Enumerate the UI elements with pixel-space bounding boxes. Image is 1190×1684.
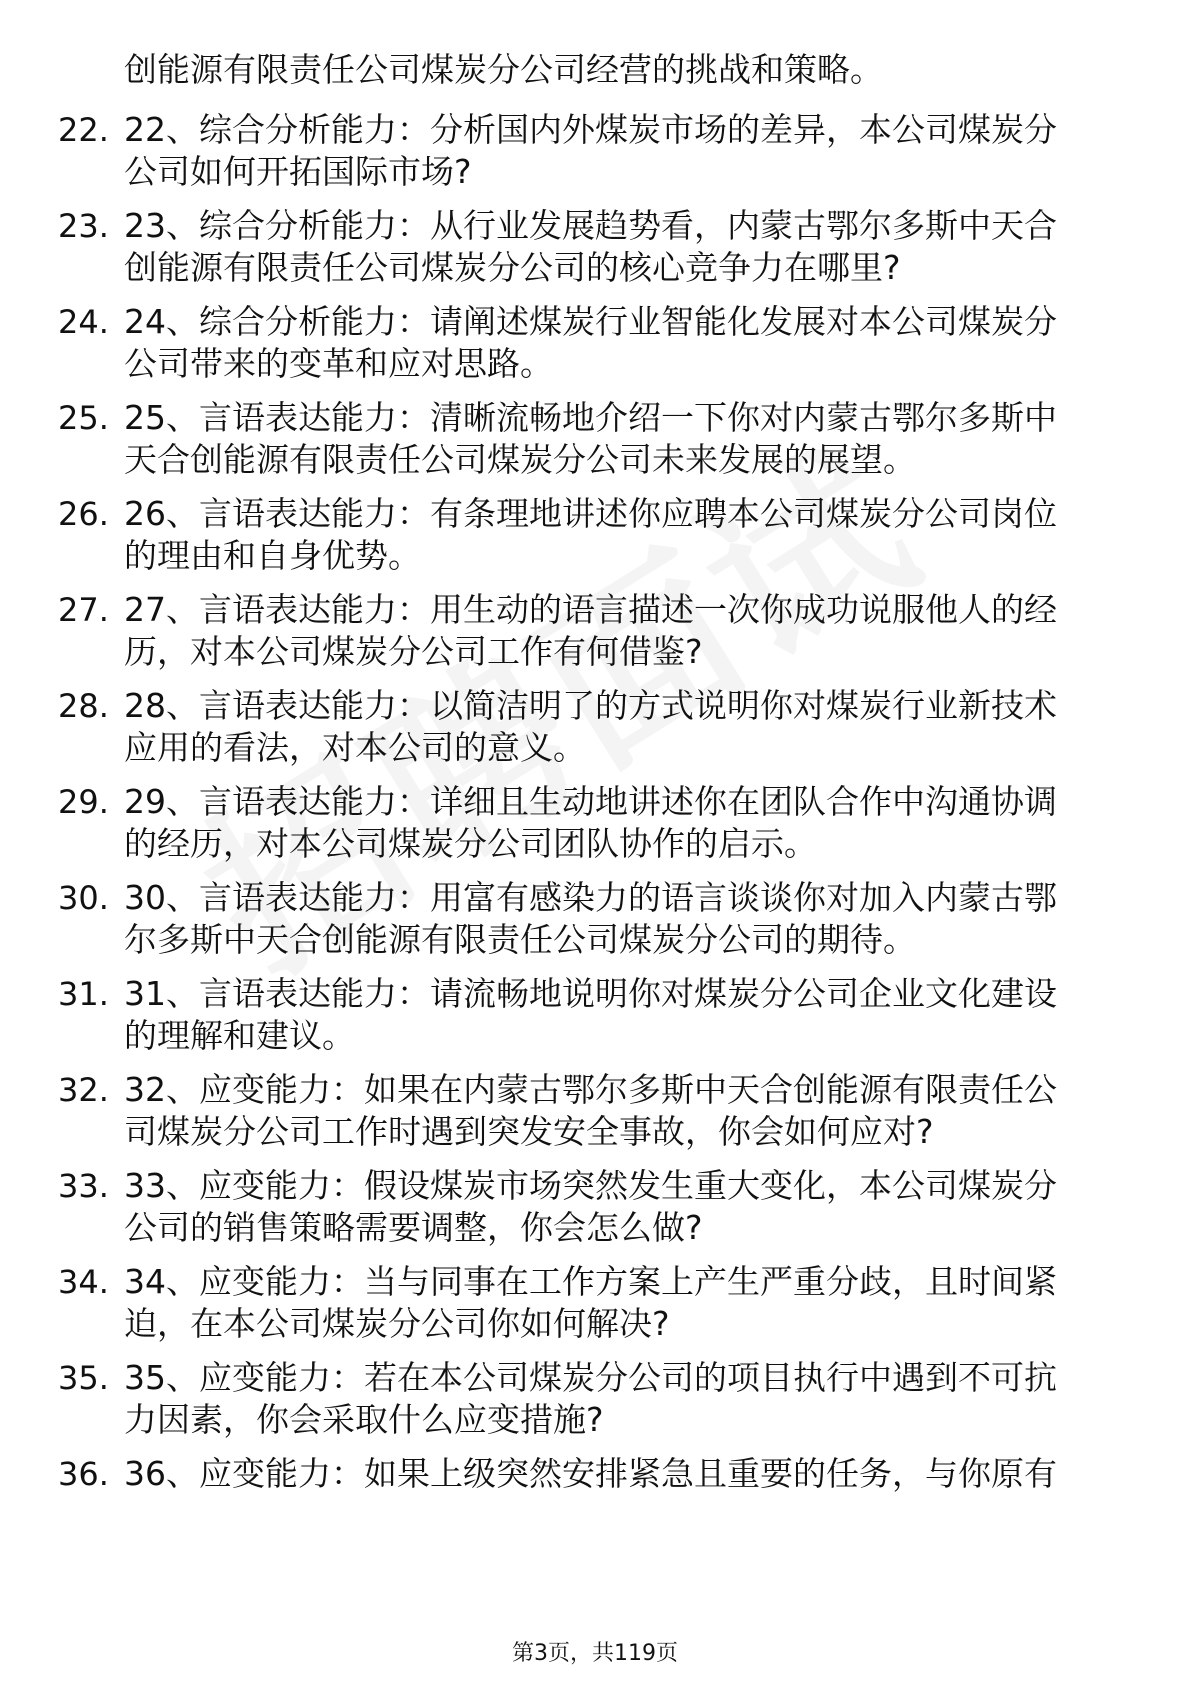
item-text-line: 33、应变能力：假设煤炭市场突然发生重大变化，本公司煤炭分 bbox=[124, 1166, 1057, 1205]
item-text-line: 公司如何开拓国际市场? bbox=[124, 152, 472, 191]
item-number: 30. bbox=[58, 879, 109, 917]
page-footer: 第3页，共119页 bbox=[512, 1641, 678, 1666]
item-number: 33. bbox=[58, 1167, 109, 1205]
item-text-line: 36、应变能力：如果上级突然安排紧急且重要的任务，与你原有 bbox=[124, 1454, 1057, 1493]
list-item bbox=[0, 1164, 1190, 1260]
item-text-line: 30、言语表达能力：用富有感染力的语言谈谈你对加入内蒙古鄂 bbox=[124, 878, 1057, 917]
item-number: 28. bbox=[58, 687, 109, 725]
list-item bbox=[0, 492, 1190, 588]
item-text-line: 司煤炭分公司工作时遇到突发安全事故，你会如何应对? bbox=[124, 1112, 934, 1151]
list-item bbox=[0, 1260, 1190, 1356]
item-text-line: 应用的看法，对本公司的意义。 bbox=[124, 728, 586, 767]
list-item bbox=[0, 1356, 1190, 1452]
item-text-line: 迫，在本公司煤炭分公司你如何解决? bbox=[124, 1304, 670, 1343]
list-item bbox=[0, 876, 1190, 972]
item-text-line: 的经历，对本公司煤炭分公司团队协作的启示。 bbox=[124, 824, 817, 863]
item-text-line: 24、综合分析能力：请阐述煤炭行业智能化发展对本公司煤炭分 bbox=[124, 302, 1057, 341]
item-number: 26. bbox=[58, 495, 109, 533]
item-text-line: 29、言语表达能力：详细且生动地讲述你在团队合作中沟通协调 bbox=[124, 782, 1057, 821]
item-text-line: 35、应变能力：若在本公司煤炭分公司的项目执行中遇到不可抗 bbox=[124, 1358, 1057, 1397]
item-number: 34. bbox=[58, 1263, 109, 1301]
list-item bbox=[0, 972, 1190, 1068]
item-number: 32. bbox=[58, 1071, 109, 1109]
item-number: 36. bbox=[58, 1455, 109, 1493]
list-item bbox=[0, 684, 1190, 780]
item-number: 35. bbox=[58, 1359, 109, 1397]
list-item bbox=[0, 588, 1190, 684]
list-item bbox=[0, 300, 1190, 396]
continuation-text: 创能源有限责任公司煤炭分公司经营的挑战和策略。 bbox=[124, 50, 883, 89]
item-number: 24. bbox=[58, 303, 109, 341]
question-list bbox=[0, 108, 1190, 1548]
item-text-line: 尔多斯中天合创能源有限责任公司煤炭分公司的期待。 bbox=[124, 920, 916, 959]
item-text-line: 天合创能源有限责任公司煤炭分公司未来发展的展望。 bbox=[124, 440, 916, 479]
item-text-line: 的理由和自身优势。 bbox=[124, 536, 421, 575]
item-text-line: 历，对本公司煤炭分公司工作有何借鉴? bbox=[124, 632, 703, 671]
item-number: 27. bbox=[58, 591, 109, 629]
item-text-line: 23、综合分析能力：从行业发展趋势看，内蒙古鄂尔多斯中天合 bbox=[124, 206, 1057, 245]
list-item bbox=[0, 1068, 1190, 1164]
list-item bbox=[0, 780, 1190, 876]
list-item bbox=[0, 108, 1190, 204]
item-text-line: 的理解和建议。 bbox=[124, 1016, 355, 1055]
item-text-line: 公司的销售策略需要调整，你会怎么做? bbox=[124, 1208, 703, 1247]
item-text-line: 31、言语表达能力：请流畅地说明你对煤炭分公司企业文化建设 bbox=[124, 974, 1057, 1013]
item-text-line: 公司带来的变革和应对思路。 bbox=[124, 344, 553, 383]
item-text-line: 32、应变能力：如果在内蒙古鄂尔多斯中天合创能源有限责任公 bbox=[124, 1070, 1057, 1109]
item-text-line: 34、应变能力：当与同事在工作方案上产生严重分歧，且时间紧 bbox=[124, 1262, 1057, 1301]
item-text-line: 27、言语表达能力：用生动的语言描述一次你成功说服他人的经 bbox=[124, 590, 1057, 629]
list-item bbox=[0, 1452, 1190, 1548]
list-item bbox=[0, 396, 1190, 492]
item-text-line: 创能源有限责任公司煤炭分公司的核心竞争力在哪里? bbox=[124, 248, 901, 287]
item-text-line: 25、言语表达能力：清晰流畅地介绍一下你对内蒙古鄂尔多斯中 bbox=[124, 398, 1057, 437]
item-number: 23. bbox=[58, 207, 109, 245]
item-number: 31. bbox=[58, 975, 109, 1013]
item-text-line: 力因素，你会采取什么应变措施? bbox=[124, 1400, 604, 1439]
item-number: 25. bbox=[58, 399, 109, 437]
item-number: 29. bbox=[58, 783, 109, 821]
item-text-line: 22、综合分析能力：分析国内外煤炭市场的差异，本公司煤炭分 bbox=[124, 110, 1057, 149]
item-number: 22. bbox=[58, 111, 109, 149]
item-text-line: 28、言语表达能力：以简洁明了的方式说明你对煤炭行业新技术 bbox=[124, 686, 1057, 725]
item-text-line: 26、言语表达能力：有条理地讲述你应聘本公司煤炭分公司岗位 bbox=[124, 494, 1057, 533]
list-item bbox=[0, 204, 1190, 300]
